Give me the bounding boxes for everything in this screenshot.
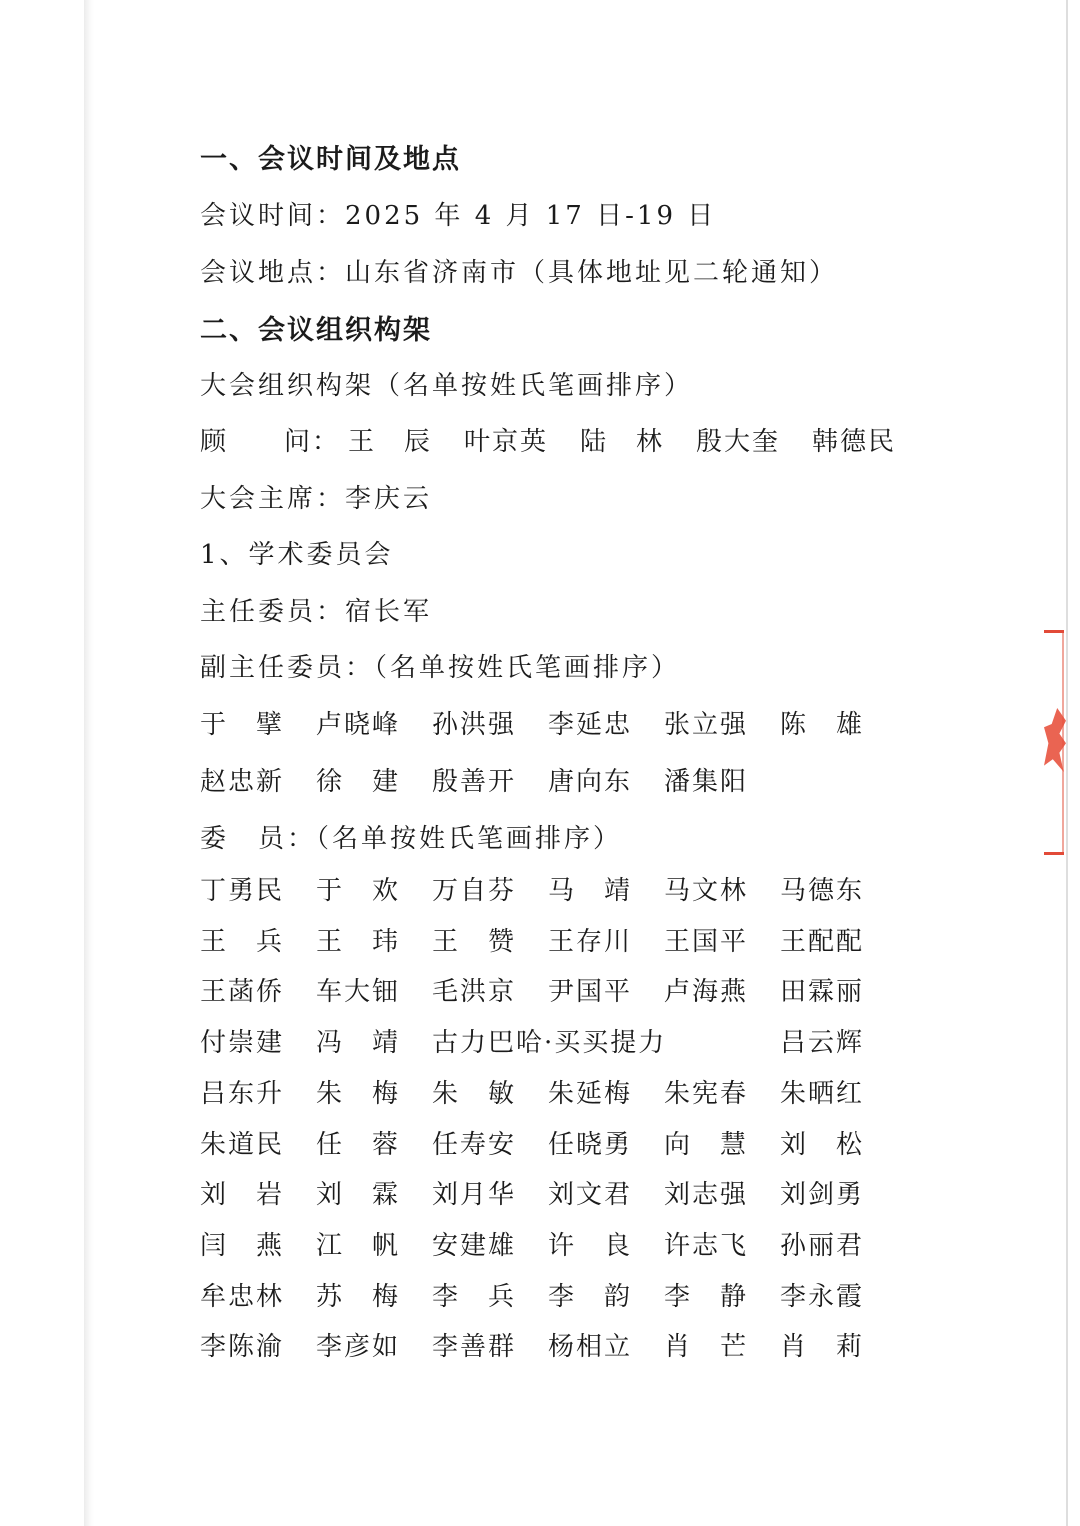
section2-heading: 二、会议组织构架	[200, 315, 432, 346]
chair-line: 大会主席：李庆云	[200, 484, 433, 514]
person-name: 吕云辉	[780, 1028, 865, 1059]
seal-stamp-fragment	[1042, 630, 1066, 860]
person-name: 王 赞	[432, 926, 517, 957]
name-row	[200, 870, 960, 906]
person-name: 刘文君	[548, 1180, 633, 1211]
person-name: 王存川	[548, 926, 633, 957]
person-name: 任寿安	[432, 1129, 517, 1160]
committee-title: 1、学术委员会	[200, 540, 394, 570]
person-name: 刘志强	[664, 1180, 749, 1211]
name-row	[200, 1022, 960, 1058]
advisor-name: 王 辰	[348, 427, 433, 457]
person-name: 李永霞	[780, 1281, 865, 1312]
deputy-title: 副主任委员：（名单按姓氏笔画排序）	[200, 653, 681, 683]
person-name: 万自芬	[432, 876, 517, 906]
meeting-time: 会议时间：2025 年 4 月 17 日-19 日	[200, 201, 717, 231]
person-name: 许志飞	[664, 1230, 749, 1261]
person-name: 刘月华	[432, 1180, 517, 1211]
advisor-name: 韩德民	[812, 427, 897, 457]
person-name: 潘集阳	[664, 767, 749, 797]
person-name: 刘 松	[780, 1129, 865, 1160]
person-name: 于 擘	[200, 710, 285, 740]
person-name: 闫 燕	[200, 1230, 285, 1261]
name-row	[200, 1174, 960, 1210]
page-left-shadow	[84, 0, 94, 1526]
person-name: 车大钿	[316, 977, 401, 1008]
person-name: 牟忠林	[200, 1281, 285, 1312]
person-name: 朱道民	[200, 1129, 285, 1160]
person-name: 马 靖	[548, 876, 633, 906]
person-name: 毛洪京	[432, 977, 517, 1008]
section1-heading: 一、会议时间及地点	[200, 144, 461, 175]
name-row	[200, 1124, 960, 1160]
name-row	[200, 1073, 960, 1109]
person-name: 卢晓峰	[316, 710, 401, 740]
name-row	[200, 971, 960, 1007]
person-name: 于 欢	[316, 876, 401, 906]
person-name: 唐向东	[548, 767, 633, 797]
person-name: 肖 芒	[664, 1332, 749, 1363]
person-name: 孙丽君	[780, 1230, 865, 1261]
person-name: 王配配	[780, 926, 865, 957]
person-name: 吕东升	[200, 1078, 285, 1109]
person-name: 卢海燕	[664, 977, 749, 1008]
person-name: 殷善开	[432, 767, 517, 797]
person-name: 王菡侨	[200, 977, 285, 1008]
name-row	[200, 1225, 960, 1261]
person-name: 尹国平	[548, 977, 633, 1008]
person-name: 李 兵	[432, 1281, 517, 1312]
person-name: 王 玮	[316, 926, 401, 957]
person-name: 张立强	[664, 710, 749, 740]
person-name: 古力巴哈·买买提力	[432, 1028, 667, 1059]
person-name: 陈 雄	[780, 710, 865, 740]
advisor-name: 叶京英	[464, 427, 549, 457]
person-name: 马德东	[780, 876, 865, 906]
person-name: 付崇建	[200, 1028, 285, 1059]
person-name: 许 良	[548, 1230, 633, 1261]
person-name: 朱延梅	[548, 1078, 633, 1109]
person-name: 刘 霖	[316, 1180, 401, 1211]
advisor-name: 殷大奎	[696, 427, 781, 457]
person-name: 田霖丽	[780, 977, 865, 1008]
name-row	[200, 761, 960, 797]
person-name: 李延忠	[548, 710, 633, 740]
name-row	[200, 1326, 960, 1362]
person-name: 丁勇民	[200, 876, 285, 906]
person-name: 安建雄	[432, 1230, 517, 1261]
person-name: 任 蓉	[316, 1129, 401, 1160]
person-name: 李 韵	[548, 1281, 633, 1312]
name-row	[200, 921, 960, 957]
person-name: 李彦如	[316, 1332, 401, 1363]
person-name: 孙洪强	[432, 710, 517, 740]
person-name: 马文林	[664, 876, 749, 906]
person-name: 朱 敏	[432, 1078, 517, 1109]
page-right-edge	[1066, 0, 1068, 1526]
person-name: 杨相立	[548, 1332, 633, 1363]
person-name: 向 慧	[664, 1129, 749, 1160]
person-name: 李 静	[664, 1281, 749, 1312]
person-name: 李陈渝	[200, 1332, 285, 1363]
person-name: 刘 岩	[200, 1180, 285, 1211]
person-name: 朱 梅	[316, 1078, 401, 1109]
person-name: 肖 莉	[780, 1332, 865, 1363]
person-name: 赵忠新	[200, 767, 285, 797]
person-name: 王 兵	[200, 926, 285, 957]
person-name: 朱晒红	[780, 1078, 865, 1109]
name-row	[200, 1276, 960, 1312]
person-name: 冯 靖	[316, 1028, 401, 1059]
meeting-place: 会议地点：山东省济南市（具体地址见二轮通知）	[200, 258, 839, 288]
person-name: 徐 建	[316, 767, 401, 797]
person-name: 江 帆	[316, 1230, 401, 1261]
person-name: 朱宪春	[664, 1078, 749, 1109]
person-name: 任晓勇	[548, 1129, 633, 1160]
advisor-name: 陆 林	[580, 427, 665, 457]
advisors-row	[200, 421, 960, 457]
name-row	[200, 704, 960, 740]
members-title: 委 员：（名单按姓氏笔画排序）	[200, 824, 623, 854]
director-line: 主任委员：宿长军	[200, 597, 433, 627]
advisors-label: 顾 问：	[200, 427, 341, 457]
person-name: 王国平	[664, 926, 749, 957]
org-note: 大会组织构架（名单按姓氏笔画排序）	[200, 371, 694, 401]
person-name: 刘剑勇	[780, 1180, 865, 1211]
person-name: 苏 梅	[316, 1281, 401, 1312]
person-name: 李善群	[432, 1332, 517, 1363]
